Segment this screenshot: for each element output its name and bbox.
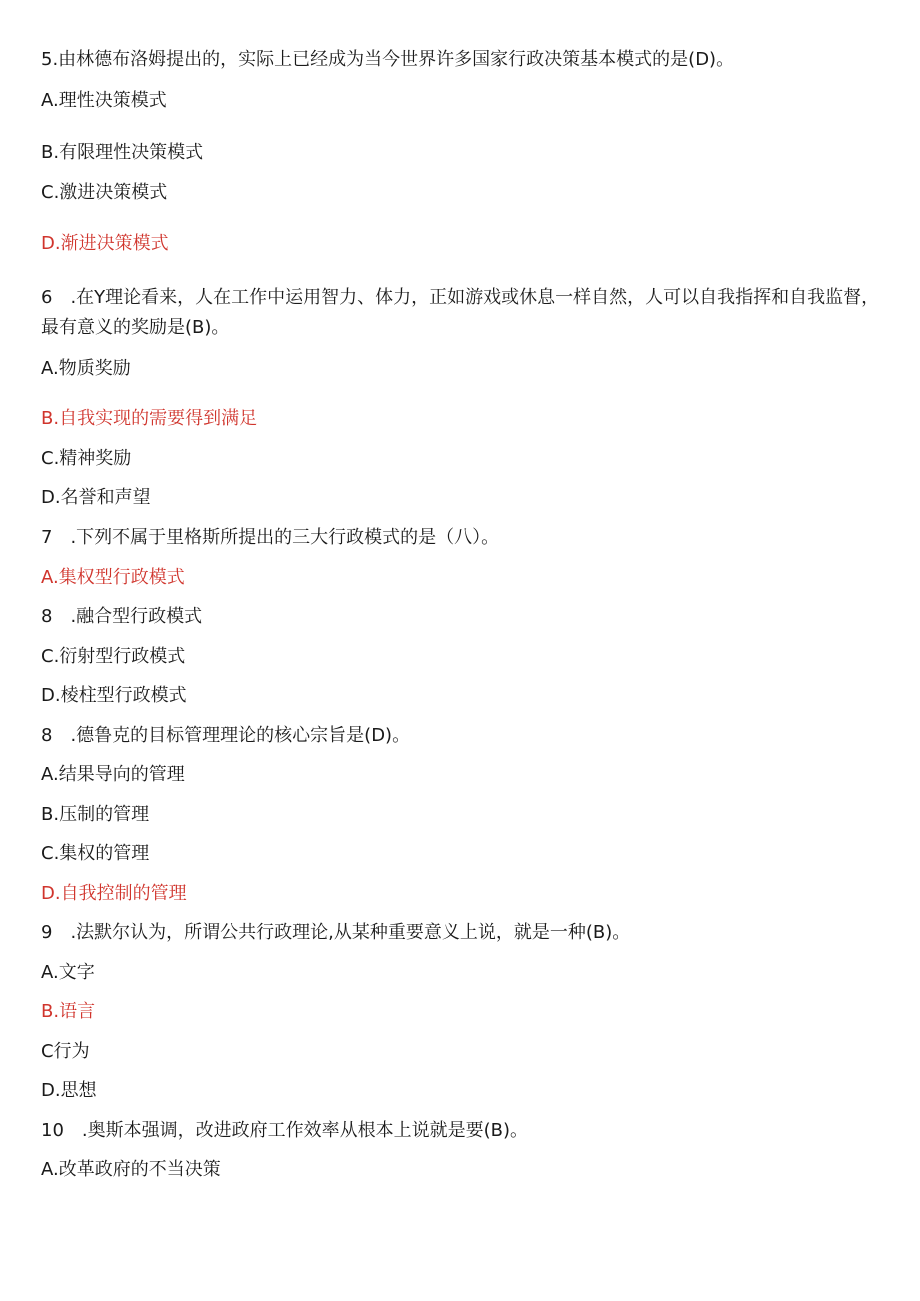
question-9-option-c: C行为 <box>41 1041 90 1062</box>
question-10-option-a: A.改革政府的不当决策 <box>41 1159 221 1180</box>
question-6-option-a: A.物质奖励 <box>41 358 131 379</box>
question-5-option-d-answer: D.渐进决策模式 <box>41 233 169 254</box>
question-5-option-a: A.理性决策模式 <box>41 90 167 111</box>
question-7-option-a-answer: A.集权型行政模式 <box>41 567 185 588</box>
question-7-option-d: D.棱柱型行政模式 <box>41 685 187 706</box>
question-9-option-a: A.文字 <box>41 962 95 983</box>
question-6-option-d: D.名誉和声望 <box>41 487 151 508</box>
question-7-stem: 7 .下列不属于里格斯所提出的三大行政模式的是（八）。 <box>41 527 500 548</box>
question-5-stem: 5.由林德布洛姆提出的，实际上已经成为当今世界许多国家行政决策基本模式的是(D)。 <box>41 49 735 70</box>
question-8-option-c: C.集权的管理 <box>41 843 150 864</box>
question-6-option-b-answer: B.自我实现的需要得到满足 <box>41 408 258 429</box>
question-6-option-c: C.精神奖励 <box>41 448 132 469</box>
question-10-stem: 10 .奥斯本强调，改进政府工作效率从根本上说就是要(B)。 <box>41 1120 529 1141</box>
question-9-option-d: D.思想 <box>41 1080 97 1101</box>
question-5-option-b: B.有限理性决策模式 <box>41 142 204 163</box>
question-8-option-a: A.结果导向的管理 <box>41 764 185 785</box>
question-6-stem: 6 .在Y理论看来，人在工作中运用智力、体力，正如游戏或休息一样自然，人可以自我指挥和自我监督，最有意义的奖励是(B)。 <box>41 287 880 338</box>
question-9-stem: 9 .法默尔认为，所谓公共行政理论,从某种重要意义上说，就是一种(B)。 <box>41 922 631 943</box>
question-8-stem: 8 .德鲁克的目标管理理论的核心宗旨是(D)。 <box>41 725 411 746</box>
question-8-option-d-answer: D.自我控制的管理 <box>41 883 187 904</box>
question-5-option-c: C.激进决策模式 <box>41 182 168 203</box>
question-9-option-b-answer: B.语言 <box>41 1001 96 1022</box>
question-8-option-b: B.压制的管理 <box>41 804 150 825</box>
question-7-option-c: C.衍射型行政模式 <box>41 646 186 667</box>
question-7-option-b: 8 .融合型行政模式 <box>41 606 203 627</box>
